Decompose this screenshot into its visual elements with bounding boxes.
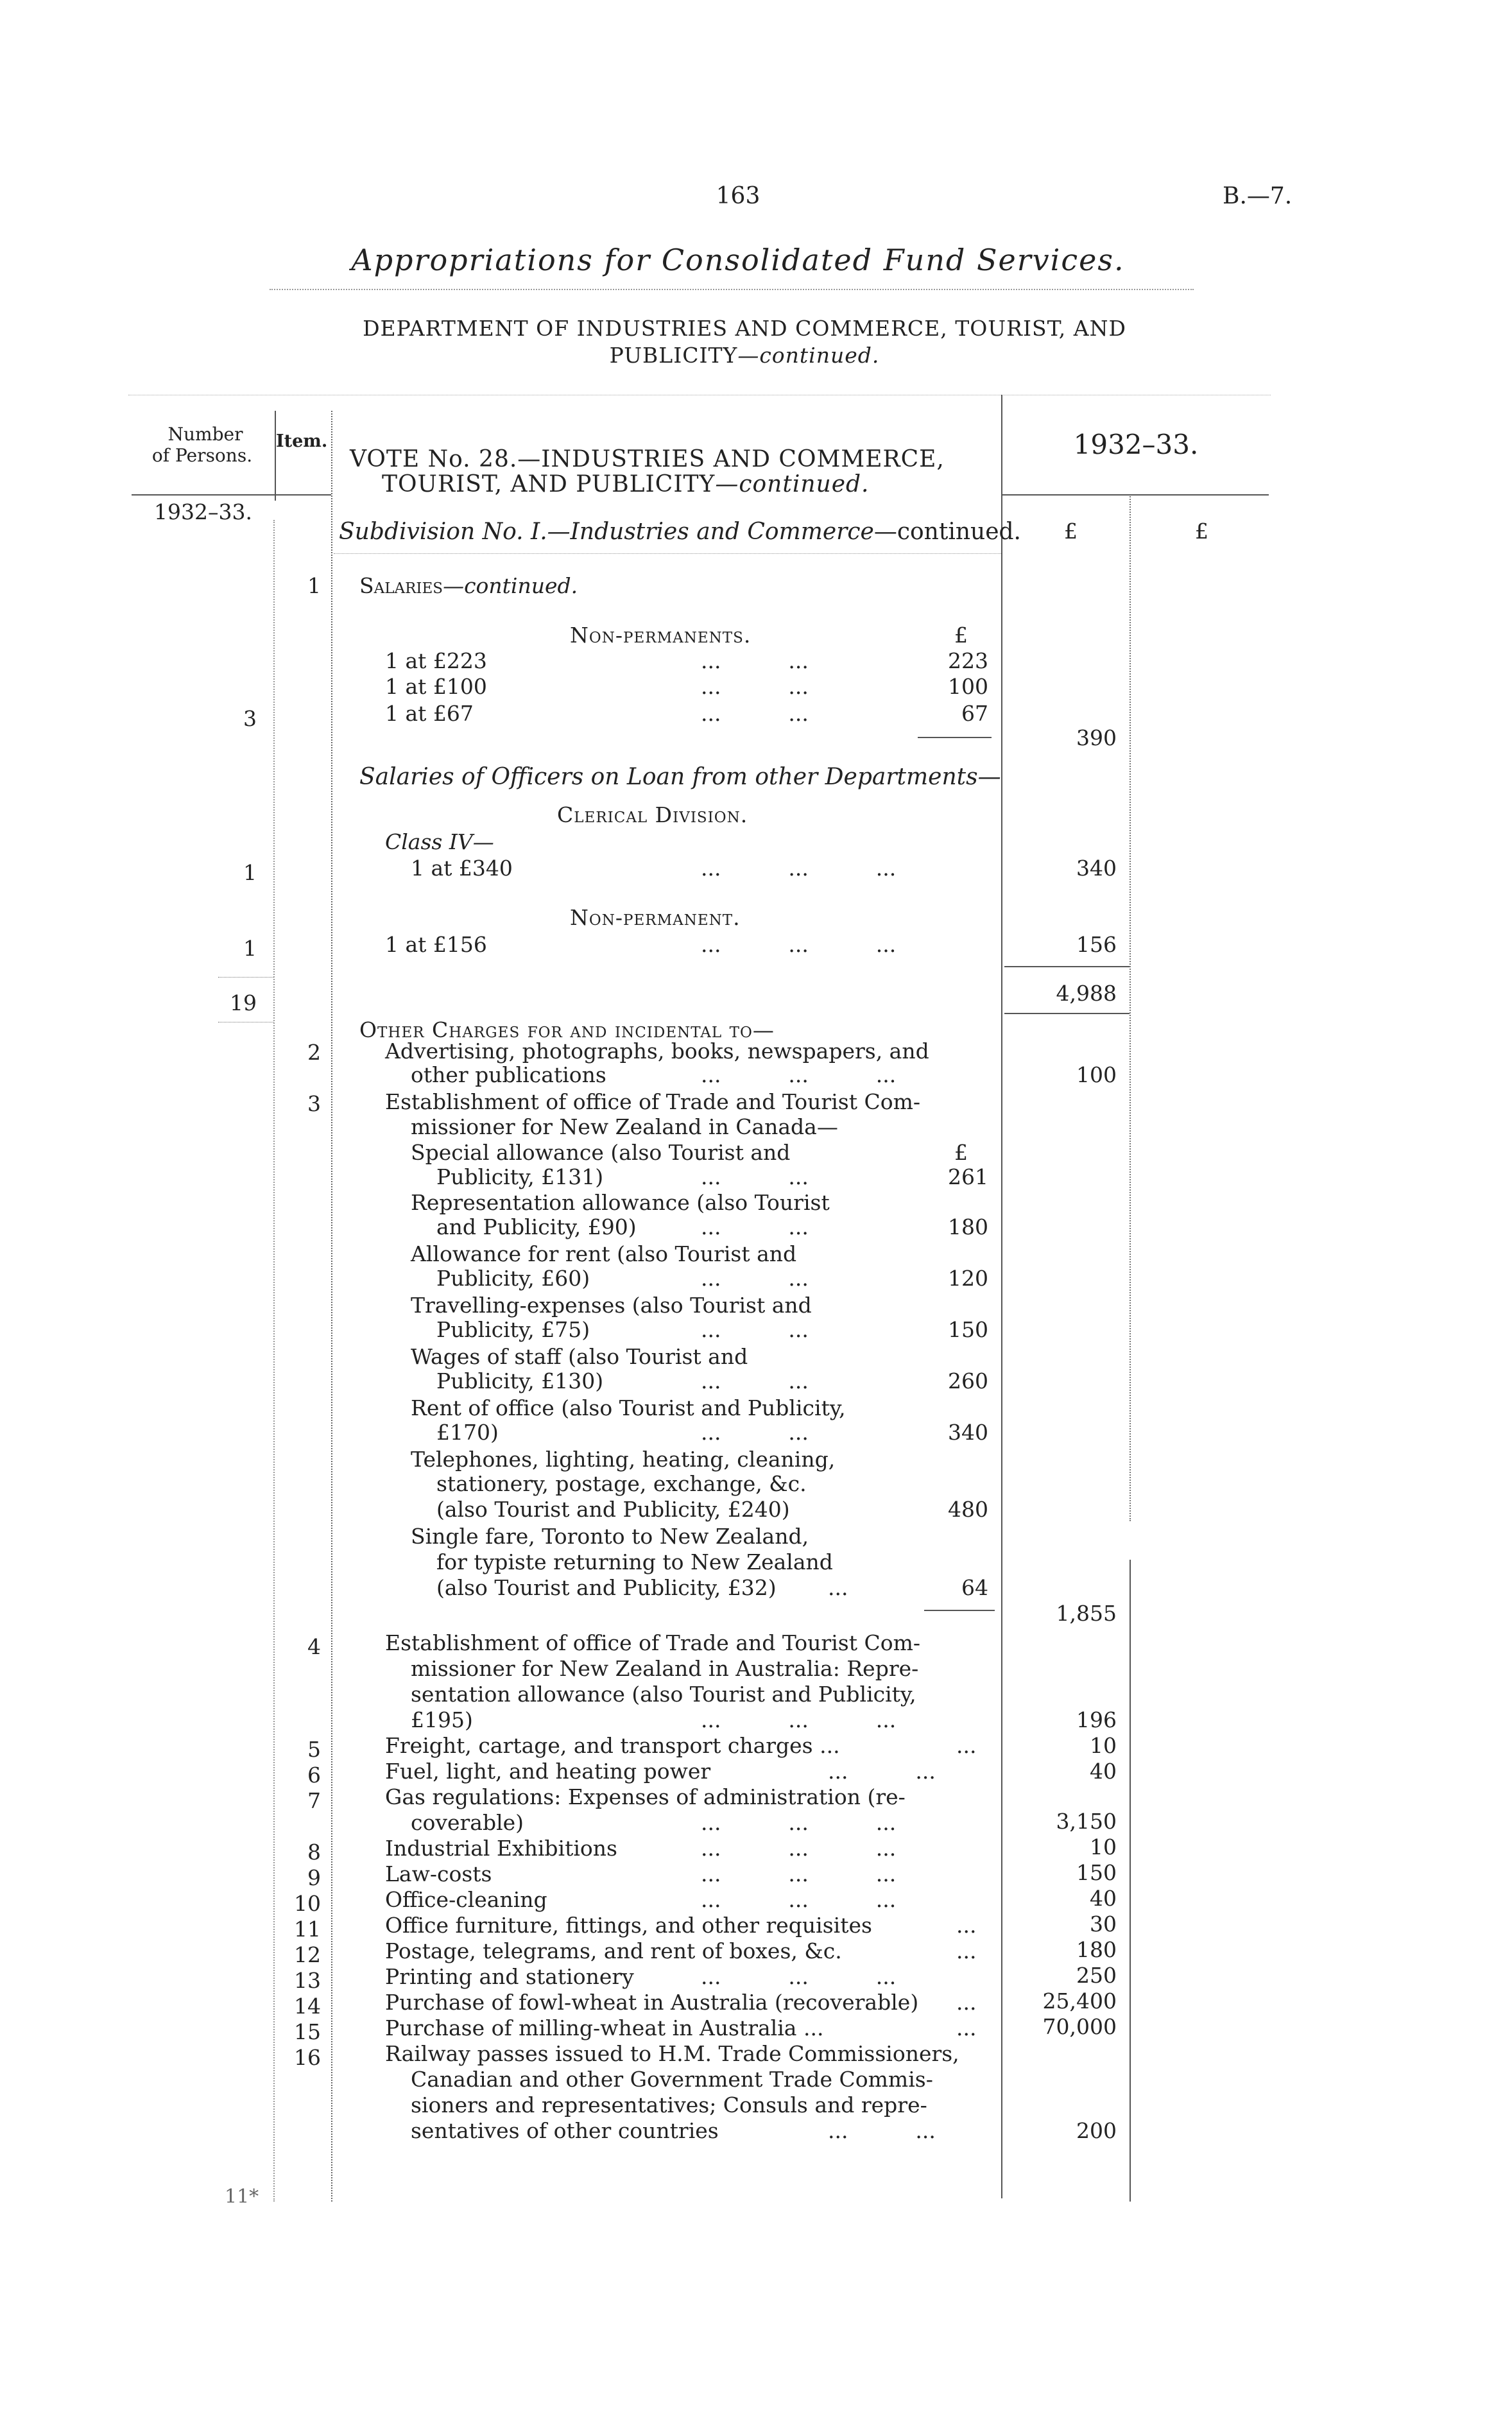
nonperm-row-label-2: 1 at £100	[385, 674, 487, 699]
other-charges-heading: Other Charges for and incidental to—	[359, 1017, 775, 1042]
canada-sub-8-amount: 64	[961, 1575, 988, 1600]
persons-header-line-1: Number	[168, 424, 243, 445]
advertising-amount: 100	[1076, 1062, 1117, 1087]
item-7-amount: 3,150	[1056, 1809, 1117, 1834]
item-number-10: 10	[294, 1891, 321, 1916]
department-continued: —continued.	[737, 343, 880, 368]
item-12-amount: 180	[1076, 1937, 1117, 1962]
item-number-8: 8	[307, 1840, 321, 1865]
canada-sub-3-line-1: Allowance for rent (also Tourist and	[411, 1241, 797, 1266]
item-number-9: 9	[307, 1865, 321, 1890]
loan-heading: Salaries of Officers on Loan from other Departments—	[359, 764, 1001, 790]
footer-signature: 11*	[225, 2186, 259, 2208]
nonperm2-row-amount: 156	[1076, 932, 1117, 957]
item-10-amount: 40	[1090, 1886, 1117, 1911]
canada-sub-4-dots: ... ...	[701, 1317, 809, 1342]
clerical-persons: 1	[243, 860, 257, 885]
railway-line-2: Canadian and other Government Trade Commis-	[411, 2067, 933, 2092]
item-number-13: 13	[294, 1968, 321, 1993]
department-name: PUBLICITY	[609, 343, 738, 368]
canada-sub-4-line-2: Publicity, £75)	[436, 1317, 590, 1342]
canada-sub-2-dots: ... ...	[701, 1214, 809, 1239]
canada-sub-6-amount: 340	[948, 1420, 988, 1445]
canada-sub-1-dots: ... ...	[701, 1164, 809, 1189]
salaries-total-underline	[1004, 1013, 1130, 1014]
item-6-label: Fuel, light, and heating power	[385, 1759, 711, 1784]
nonperm-row-dots-3: ... ...	[701, 701, 809, 726]
australia-dots: ... ... ...	[701, 1707, 897, 1732]
item-header: Item.	[276, 431, 328, 451]
item-5-amount: 10	[1090, 1733, 1117, 1758]
subdivision-rule	[334, 553, 1001, 554]
australia-line-2: missioner for New Zealand in Australia: Repre-	[411, 1656, 919, 1681]
canada-sub-3-line-2: Publicity, £60)	[436, 1266, 590, 1291]
nonperm-sum-rule	[918, 737, 992, 738]
salaries-total-amount: 4,988	[1056, 981, 1117, 1006]
pound-right: £	[1195, 519, 1208, 544]
item-9-amount: 150	[1076, 1860, 1117, 1885]
salaries-label: Salaries	[359, 573, 443, 598]
canada-sub-8-line-2: for typiste returning to New Zealand	[436, 1549, 833, 1574]
item-13-dots: ... ... ...	[701, 1964, 897, 1989]
railway-line-3: sioners and representatives; Consuls and repre-	[411, 2092, 927, 2117]
item-11-dots: ...	[956, 1913, 977, 1938]
canada-sub-7-line-3: (also Tourist and Publicity, £240)	[436, 1497, 790, 1522]
item-number-7: 7	[307, 1788, 321, 1813]
class-label: Class IV—	[385, 829, 494, 854]
nonperm-row-amount-3: 67	[961, 701, 988, 726]
col-rule-item	[331, 411, 332, 2202]
nonperm-total: 390	[1076, 725, 1117, 750]
vote-line-1: VOTE No. 28.—INDUSTRIES AND COMMERCE,	[350, 446, 945, 472]
item-number-5: 5	[307, 1737, 321, 1762]
persons-year: 1932–33.	[154, 499, 252, 524]
canada-sub-4-line-1: Travelling-expenses (also Tourist and	[411, 1293, 812, 1318]
item-number-4: 4	[307, 1634, 321, 1659]
clerical-row-dots: ... ... ...	[701, 856, 897, 881]
canada-sub-6-line-2: £170)	[436, 1420, 499, 1445]
item-8-dots: ... ... ...	[701, 1836, 897, 1861]
item-13-amount: 250	[1076, 1963, 1117, 1988]
col-rule-persons-lower	[273, 520, 275, 2202]
page-number: 163	[716, 183, 760, 209]
canada-sub-8-line-3: (also Tourist and Publicity, £32)	[436, 1575, 777, 1600]
australia-line-1: Establishment of office of Trade and Tourist Com-	[385, 1630, 921, 1655]
col-rule-amount-lower	[1130, 1560, 1131, 2202]
clerical-row-amount: 340	[1076, 856, 1117, 881]
salaries-total-persons: 19	[230, 990, 257, 1015]
subdivision-continued: —continued.	[873, 519, 1021, 545]
nonperm-row-label-3: 1 at £67	[385, 701, 474, 726]
item-14-amount: 25,400	[1042, 1988, 1117, 2014]
australia-amount: 196	[1076, 1707, 1117, 1732]
nonpermanents-heading: Non-permanents.	[570, 623, 752, 648]
salaries-sum-rule-amount	[1004, 966, 1130, 967]
item-number-2: 2	[307, 1040, 321, 1065]
series-code: B.—7.	[1223, 183, 1293, 209]
item-8-label: Industrial Exhibitions	[385, 1836, 617, 1861]
item-6-dots: ... ...	[828, 1759, 936, 1784]
nonperm2-row-dots: ... ... ...	[701, 932, 897, 957]
canada-sub-5-line-2: Publicity, £130)	[436, 1368, 604, 1393]
item-14-label: Purchase of fowl-wheat in Australia (recoverable)	[385, 1990, 919, 2015]
canada-sub-5-amount: 260	[948, 1368, 988, 1393]
canada-sub-7-line-1: Telephones, lighting, heating, cleaning,	[411, 1447, 836, 1472]
canada-line-1: Establishment of office of Trade and Tourist Com-	[385, 1089, 921, 1114]
vote-line-2	[382, 471, 870, 497]
item-number-11: 11	[294, 1917, 321, 1942]
railway-line-4: sentatives of other countries	[411, 2118, 719, 2143]
item-12-dots: ...	[956, 1938, 977, 1963]
item-15-amount: 70,000	[1042, 2014, 1117, 2039]
canada-sub-1-line-1: Special allowance (also Tourist and	[411, 1140, 791, 1165]
vote-continued: —continued.	[715, 471, 870, 497]
canada-sub-6-line-1: Rent of office (also Tourist and Publicity,	[411, 1395, 846, 1420]
item-7-dots: ... ... ...	[701, 1810, 897, 1835]
item-5-dots: ...	[956, 1733, 977, 1758]
item-7-label-2: coverable)	[411, 1810, 524, 1835]
australia-line-3: sentation allowance (also Tourist and Publicity,	[411, 1682, 916, 1707]
item-12-label: Postage, telegrams, and rent of boxes, &c.	[385, 1938, 842, 1963]
item-5-label: Freight, cartage, and transport charges ...	[385, 1733, 840, 1758]
railway-amount: 200	[1076, 2118, 1117, 2143]
nonperm-row-dots-2: ... ...	[701, 674, 809, 699]
nonpermanents-pound: £	[954, 623, 968, 648]
item-10-dots: ... ... ...	[701, 1887, 897, 1912]
year-header: 1932–33.	[1073, 429, 1199, 460]
clerical-heading: Clerical Division.	[557, 802, 748, 827]
col-rule-amount	[1130, 494, 1131, 1521]
department-line-2	[449, 343, 1040, 368]
nonperm-row-amount-1: 223	[948, 648, 988, 673]
header-rule-item	[276, 494, 331, 496]
pound-left: £	[1064, 519, 1078, 544]
canada-sub-8-line-1: Single fare, Toronto to New Zealand,	[411, 1524, 809, 1549]
nonperm2-row-label: 1 at £156	[385, 932, 487, 957]
nonperm-row-label-1: 1 at £223	[385, 648, 487, 673]
page-title: Appropriations for Consolidated Fund Services.	[351, 243, 1125, 277]
item-10-label: Office-cleaning	[385, 1887, 547, 1912]
canada-sub-8-dots: ...	[828, 1575, 848, 1600]
salaries-sum-rule-persons	[218, 977, 273, 978]
item-number-16: 16	[294, 2045, 321, 2070]
nonperm2-persons: 1	[243, 936, 257, 961]
canada-sub-1-line-2: Publicity, £131)	[436, 1164, 604, 1189]
canada-line-2: missioner for New Zealand in Canada—	[411, 1114, 838, 1139]
railway-line-1: Railway passes issued to H.M. Trade Commissioners,	[385, 2041, 959, 2066]
nonperm-row-dots-1: ... ...	[701, 648, 809, 673]
item-15-dots: ...	[956, 2015, 977, 2040]
canada-sub-2-line-1: Representation allowance (also Tourist	[411, 1190, 830, 1215]
advertising-line-1: Advertising, photographs, books, newspapers, and	[385, 1039, 929, 1064]
advertising-dots: ... ... ...	[701, 1062, 897, 1087]
canada-sum-rule	[924, 1610, 995, 1611]
item-11-amount: 30	[1090, 1911, 1117, 1936]
department-line-1: DEPARTMENT OF INDUSTRIES AND COMMERCE, TOURIST, AND	[363, 316, 1126, 341]
item-number-14: 14	[294, 1994, 321, 2019]
col-rule-persons	[275, 411, 276, 501]
item-11-label: Office furniture, fittings, and other requisites	[385, 1913, 872, 1938]
vote-name: TOURIST, AND PUBLICITY	[382, 471, 716, 497]
nonperm-persons: 3	[243, 706, 257, 731]
salaries-continued: —continued.	[443, 573, 578, 598]
item-number-3: 3	[307, 1091, 321, 1116]
item-15-label: Purchase of milling-wheat in Australia ...	[385, 2015, 824, 2040]
title-rule	[270, 289, 1194, 290]
item-number-6: 6	[307, 1763, 321, 1788]
nonperm-row-amount-2: 100	[948, 674, 988, 699]
canada-sub-3-dots: ... ...	[701, 1266, 809, 1291]
canada-sub-3-amount: 120	[948, 1266, 988, 1291]
canada-sub-5-line-1: Wages of staff (also Tourist and	[411, 1344, 748, 1369]
item-8-amount: 10	[1090, 1834, 1117, 1859]
item-6-amount: 40	[1090, 1759, 1117, 1784]
subdivision-label: Subdivision No. I.—Industries and Commerce	[339, 519, 874, 545]
header-rule-amount	[1002, 494, 1269, 496]
item-7-label: Gas regulations: Expenses of administration (re-	[385, 1784, 906, 1809]
canada-sub-6-dots: ... ...	[701, 1420, 809, 1445]
australia-line-4: £195)	[411, 1707, 473, 1732]
col-rule-desc	[1001, 395, 1002, 2198]
item-number-1: 1	[307, 573, 321, 598]
canada-sub-4-amount: 150	[948, 1317, 988, 1342]
clerical-row-label: 1 at £340	[411, 856, 513, 881]
canada-sub-7-amount: 480	[948, 1497, 988, 1522]
canada-pound: £	[954, 1140, 968, 1165]
item-13-label: Printing and stationery	[385, 1964, 634, 1989]
item-number-15: 15	[294, 2019, 321, 2044]
advertising-line-2: other publications	[411, 1062, 606, 1087]
subdivision-title	[339, 519, 1021, 545]
persons-header-line-2: of Persons.	[151, 445, 253, 466]
railway-dots: ... ...	[828, 2118, 936, 2143]
canada-sub-2-amount: 180	[948, 1214, 988, 1239]
header-rule-persons	[132, 494, 275, 496]
canada-sub-7-line-2: stationery, postage, exchange, &c.	[436, 1471, 807, 1496]
nonperm2-heading: Non-permanent.	[570, 905, 741, 930]
item-number-12: 12	[294, 1942, 321, 1967]
canada-sub-5-dots: ... ...	[701, 1368, 809, 1393]
canada-total: 1,855	[1056, 1601, 1117, 1626]
canada-sub-2-line-2: and Publicity, £90)	[436, 1214, 637, 1239]
item-14-dots: ...	[956, 1990, 977, 2015]
canada-sub-1-amount: 261	[948, 1164, 988, 1189]
item-9-dots: ... ... ...	[701, 1861, 897, 1886]
item-9-label: Law-costs	[385, 1861, 492, 1886]
salaries-heading	[359, 573, 578, 598]
